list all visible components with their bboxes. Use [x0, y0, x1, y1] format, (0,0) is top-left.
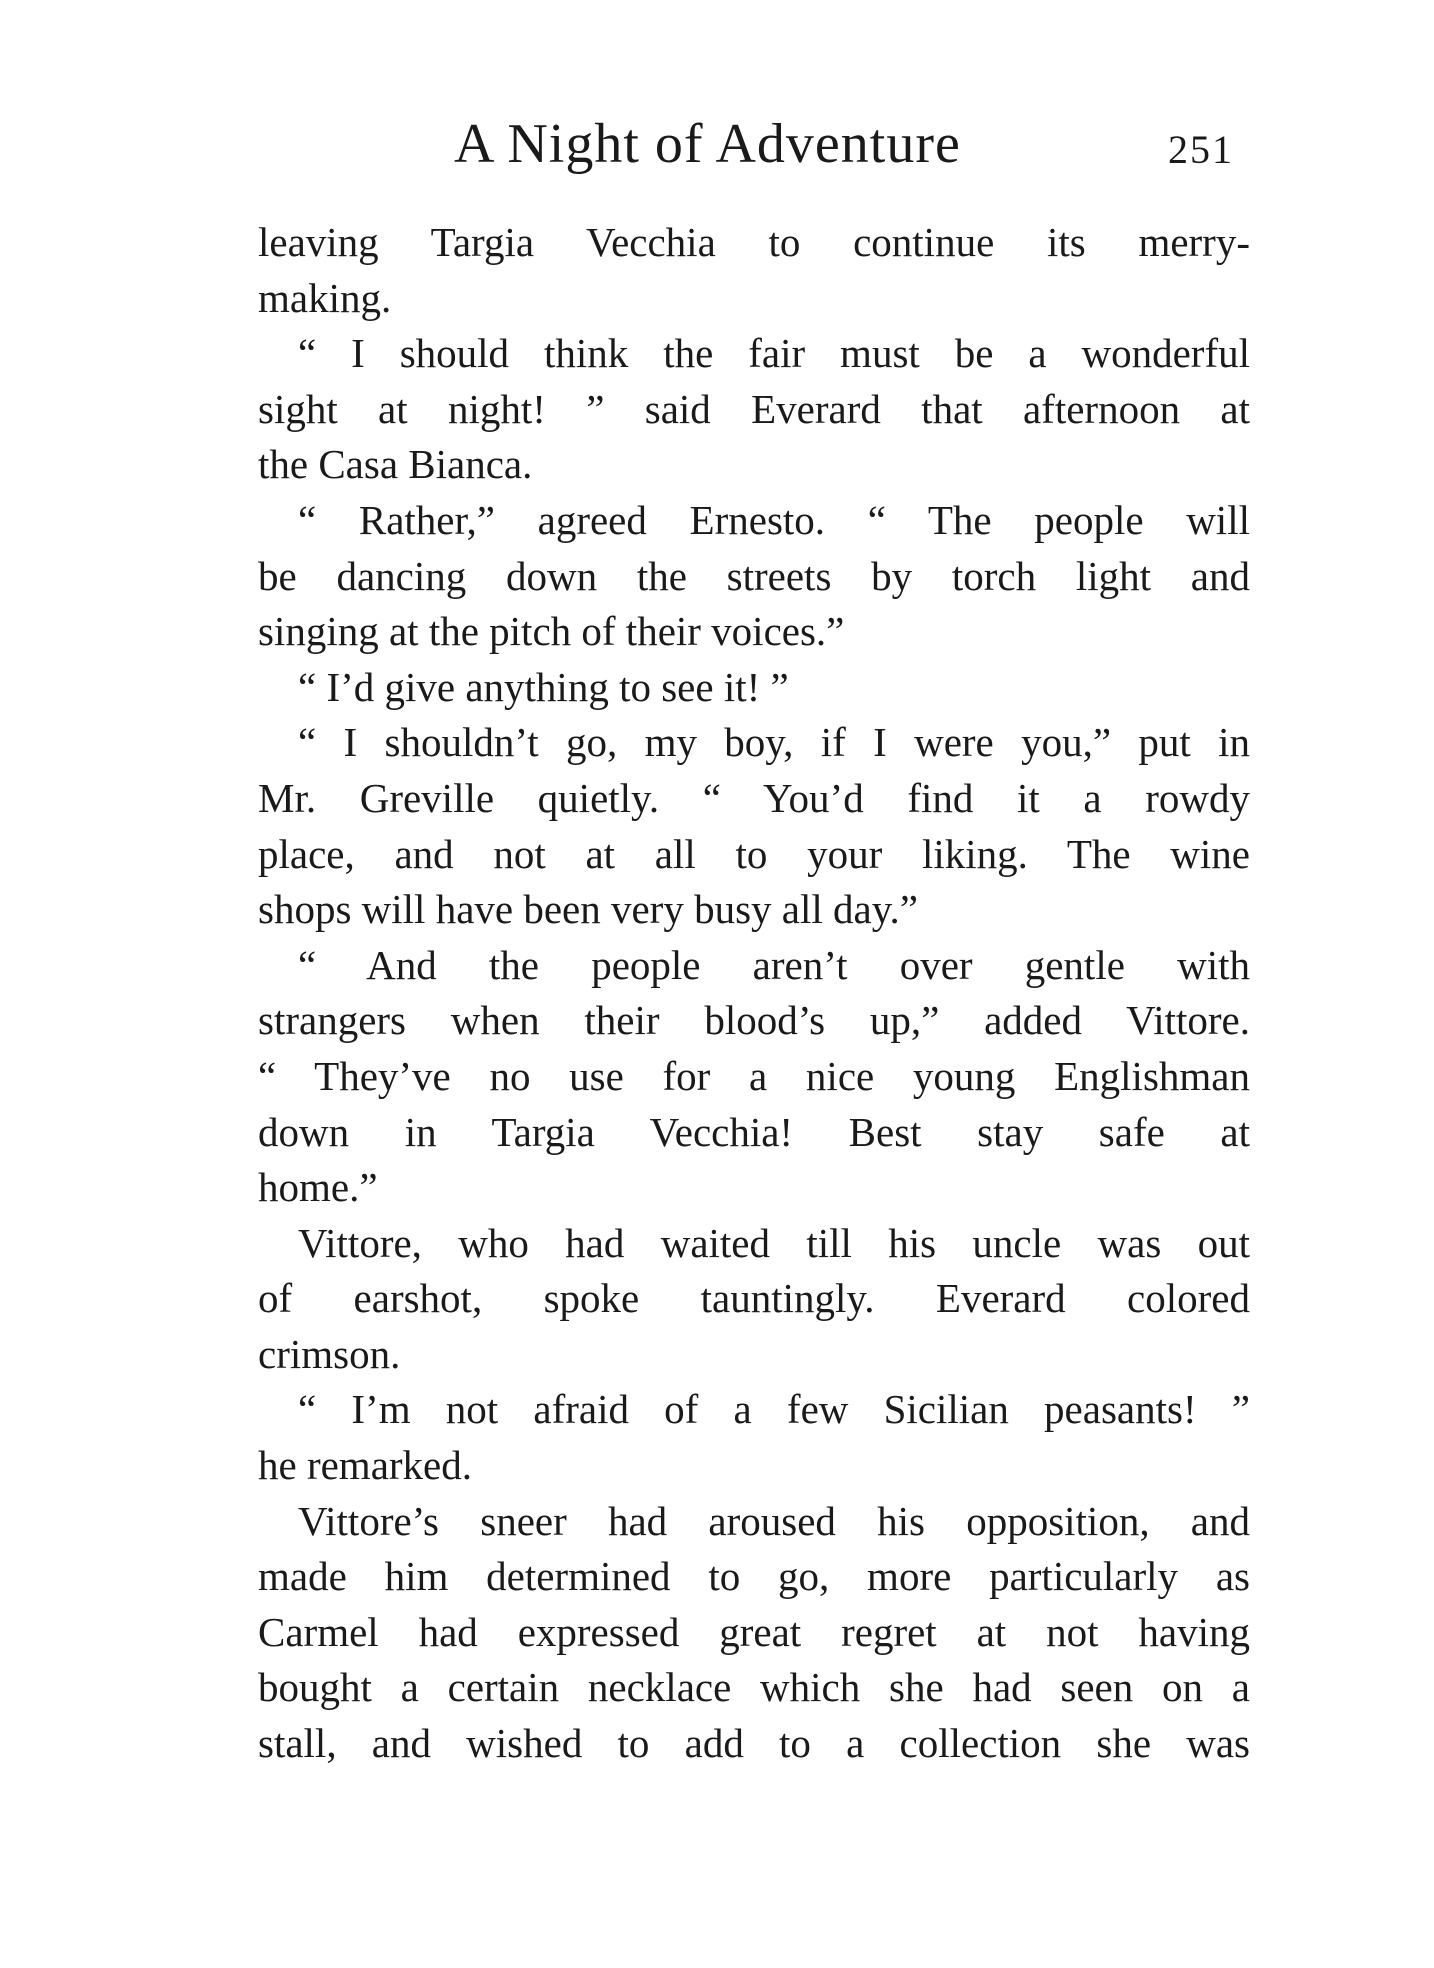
text-line: of earshot, spoke tauntingly. Everard colored: [258, 1275, 1250, 1322]
text-line: “ I shouldn’t go, my boy, if I were you,” put in: [298, 719, 1250, 766]
text-line: sight at night! ” said Everard that afternoon at: [258, 385, 1250, 432]
text-line: shops will have been very busy all day.”: [258, 886, 919, 933]
text-line: Vittore, who had waited till his uncle was out: [298, 1219, 1250, 1266]
text-line: home.”: [258, 1164, 378, 1211]
text-line: the Casa Bianca.: [258, 441, 533, 488]
text-line: Carmel had expressed great regret at not having: [258, 1608, 1250, 1655]
text-line: “ I’m not afraid of a few Sicilian peasants! ”: [298, 1386, 1250, 1433]
text-line: Mr. Greville quietly. “ You’d find it a rowdy: [258, 774, 1250, 821]
text-line: “ I should think the fair must be a wonderful: [298, 330, 1250, 377]
text-line: stall, and wished to add to a collection she was: [258, 1720, 1250, 1767]
text-line: “ And the people aren’t over gentle with: [298, 941, 1250, 988]
text-line: down in Targia Vecchia! Best stay safe at: [258, 1108, 1250, 1155]
text-line: he remarked.: [258, 1442, 472, 1489]
text-line: singing at the pitch of their voices.”: [258, 608, 845, 655]
text-line: strangers when their blood’s up,” added Vittore.: [258, 997, 1250, 1044]
body-text: [258, 215, 1250, 1772]
text-line: “ I’d give anything to see it! ”: [298, 663, 789, 710]
text-line: made him determined to go, more particularly as: [258, 1553, 1250, 1600]
text-line: crimson.: [258, 1330, 401, 1377]
text-line: bought a certain necklace which she had seen on a: [258, 1664, 1250, 1711]
text-line: “ They’ve no use for a nice young Englishman: [258, 1052, 1250, 1099]
text-line: leaving Targia Vecchia to continue its merry-: [258, 219, 1250, 265]
text-line: making.: [258, 274, 392, 321]
text-line: be dancing down the streets by torch light and: [258, 552, 1250, 599]
text-line: “ Rather,” agreed Ernesto. “ The people will: [298, 496, 1250, 543]
text-line: place, and not at all to your liking. The wine: [258, 830, 1250, 877]
page-number: 251: [1168, 127, 1234, 172]
running-head: [0, 112, 1434, 182]
text-line: Vittore’s sneer had aroused his opposition, and: [298, 1497, 1250, 1544]
running-title: A Night of Adventure: [454, 113, 961, 175]
